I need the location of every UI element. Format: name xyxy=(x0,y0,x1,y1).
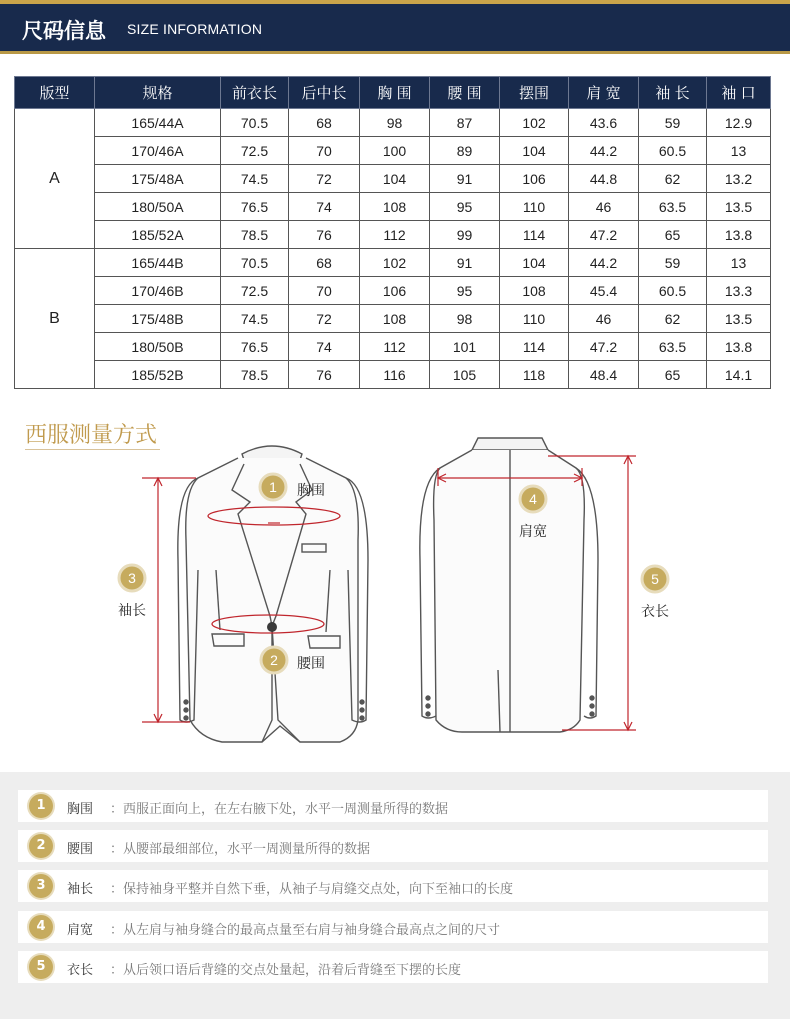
legend-term: 胸围 xyxy=(67,802,94,817)
legend-description: ：从后领口语后背缝的交点处量起，沿着后背缝至下摆的长度 xyxy=(110,963,462,978)
legend-term: 腰围 xyxy=(67,842,94,857)
shoulder-label: 肩宽 xyxy=(519,524,547,540)
measurement-cell: 72 xyxy=(289,305,360,333)
measurement-cell: 100 xyxy=(360,137,430,165)
measurement-cell: 13.2 xyxy=(707,165,771,193)
svg-text:1: 1 xyxy=(269,479,277,495)
measurement-cell: 12.9 xyxy=(707,109,771,137)
table-row xyxy=(15,165,771,193)
marker-2 xyxy=(261,647,287,673)
measurement-cell: 104 xyxy=(500,137,569,165)
col-header: 规格 xyxy=(95,77,221,109)
legend-item xyxy=(18,870,768,902)
measurement-cell: 112 xyxy=(360,333,430,361)
measure-title: 西服测量方式 xyxy=(25,423,158,448)
measurement-cell: 110 xyxy=(500,193,569,221)
table-row xyxy=(15,305,771,333)
col-header: 肩 宽 xyxy=(569,77,639,109)
col-header: 袖 长 xyxy=(639,77,707,109)
measurement-cell: 72.5 xyxy=(221,137,289,165)
measurement-cell: 65 xyxy=(639,221,707,249)
legend-panel xyxy=(0,772,790,1019)
marker-1 xyxy=(260,474,286,500)
table-header-row xyxy=(15,77,771,109)
sleeve-label: 袖长 xyxy=(118,603,146,619)
measurement-cell: 98 xyxy=(360,109,430,137)
chest-label: 胸围 xyxy=(297,483,325,499)
marker-3 xyxy=(119,565,145,591)
col-header: 后中长 xyxy=(289,77,360,109)
back-jacket-drawing xyxy=(420,438,598,732)
measurement-cell: 76.5 xyxy=(221,193,289,221)
measurement-cell: 101 xyxy=(430,333,500,361)
measurement-cell: 44.8 xyxy=(569,165,639,193)
legend-term: 衣长 xyxy=(67,963,94,978)
fit-type-cell: B xyxy=(15,249,95,389)
legend-item xyxy=(18,951,768,983)
waist-label: 腰围 xyxy=(297,656,325,672)
svg-text:4: 4 xyxy=(529,491,537,507)
size-spec-cell: 170/46B xyxy=(95,277,221,305)
table-row xyxy=(15,193,771,221)
measurement-cell: 46 xyxy=(569,193,639,221)
measurement-cell: 108 xyxy=(360,193,430,221)
measurement-cell: 60.5 xyxy=(639,277,707,305)
measurement-cell: 62 xyxy=(639,165,707,193)
legend-number-badge: 1 xyxy=(29,794,53,818)
measurement-cell: 78.5 xyxy=(221,221,289,249)
measurement-cell: 116 xyxy=(360,361,430,389)
measurement-cell: 112 xyxy=(360,221,430,249)
size-spec-cell: 185/52B xyxy=(95,361,221,389)
legend-number-badge: 3 xyxy=(29,874,53,898)
legend-description: ：西服正面向上，在左右腋下处，水平一周测量所得的数据 xyxy=(110,802,449,817)
measurement-cell: 13 xyxy=(707,137,771,165)
measurement-cell: 72 xyxy=(289,165,360,193)
measurement-cell: 104 xyxy=(360,165,430,193)
fit-type-cell: A xyxy=(15,109,95,249)
header-rule xyxy=(0,51,790,54)
measurement-cell: 76 xyxy=(289,221,360,249)
measurement-cell: 106 xyxy=(360,277,430,305)
measurement-cell: 74 xyxy=(289,333,360,361)
table-row xyxy=(15,137,771,165)
legend-term: 肩宽 xyxy=(67,923,94,938)
measurement-cell: 95 xyxy=(430,193,500,221)
measurement-cell: 106 xyxy=(500,165,569,193)
size-spec-cell: 185/52A xyxy=(95,221,221,249)
marker-4 xyxy=(520,486,546,512)
measurement-cell: 74.5 xyxy=(221,165,289,193)
measurement-cell: 102 xyxy=(360,249,430,277)
measurement-cell: 76.5 xyxy=(221,333,289,361)
measurement-cell: 44.2 xyxy=(569,249,639,277)
measurement-cell: 102 xyxy=(500,109,569,137)
col-header: 摆围 xyxy=(500,77,569,109)
measurement-cell: 105 xyxy=(430,361,500,389)
col-header: 胸 围 xyxy=(360,77,430,109)
measurement-cell: 59 xyxy=(639,109,707,137)
measurement-cell: 114 xyxy=(500,333,569,361)
legend-number-badge: 2 xyxy=(29,834,53,858)
measurement-cell: 46 xyxy=(569,305,639,333)
size-table xyxy=(14,76,771,389)
measurement-cell: 118 xyxy=(500,361,569,389)
marker-5 xyxy=(642,566,668,592)
measurement-cell: 108 xyxy=(360,305,430,333)
suit-measurement-diagram xyxy=(0,420,790,760)
measurement-cell: 70 xyxy=(289,277,360,305)
measurement-cell: 44.2 xyxy=(569,137,639,165)
legend-description: ：从腰部最细部位，水平一周测量所得的数据 xyxy=(110,842,371,857)
measurement-cell: 13 xyxy=(707,249,771,277)
size-spec-cell: 180/50A xyxy=(95,193,221,221)
measurement-cell: 95 xyxy=(430,277,500,305)
measurement-cell: 110 xyxy=(500,305,569,333)
svg-text:2: 2 xyxy=(270,652,278,668)
col-header: 袖 口 xyxy=(707,77,771,109)
measurement-cell: 63.5 xyxy=(639,193,707,221)
measurement-cell: 98 xyxy=(430,305,500,333)
measurement-cell: 70.5 xyxy=(221,249,289,277)
measurement-cell: 14.1 xyxy=(707,361,771,389)
measurement-cell: 60.5 xyxy=(639,137,707,165)
legend-description: ：从左肩与袖身缝合的最高点量至右肩与袖身缝合最高点之间的尺寸 xyxy=(110,923,501,938)
measurement-cell: 91 xyxy=(430,165,500,193)
header-title: 尺码信息 xyxy=(22,19,106,43)
legend-number-badge: 5 xyxy=(29,955,53,979)
measurement-cell: 48.4 xyxy=(569,361,639,389)
table-row xyxy=(15,333,771,361)
table-row xyxy=(15,249,771,277)
measurement-cell: 76 xyxy=(289,361,360,389)
col-header: 版型 xyxy=(15,77,95,109)
size-spec-cell: 165/44A xyxy=(95,109,221,137)
size-spec-cell: 170/46A xyxy=(95,137,221,165)
measurement-cell: 13.5 xyxy=(707,305,771,333)
measurement-cell: 68 xyxy=(289,109,360,137)
header-banner xyxy=(0,4,790,54)
legend-item xyxy=(18,790,768,822)
col-header: 前衣长 xyxy=(221,77,289,109)
legend-item xyxy=(18,911,768,943)
measurement-cell: 65 xyxy=(639,361,707,389)
header-subtitle: SIZE INFORMATION xyxy=(127,21,263,37)
legend-description: ：保持袖身平整并自然下垂，从袖子与肩缝交点处，向下至袖口的长度 xyxy=(110,882,514,897)
legend-item xyxy=(18,830,768,862)
legend-term: 袖长 xyxy=(67,882,94,897)
measurement-cell: 47.2 xyxy=(569,333,639,361)
measurement-cell: 74 xyxy=(289,193,360,221)
size-spec-cell: 175/48B xyxy=(95,305,221,333)
size-spec-cell: 175/48A xyxy=(95,165,221,193)
legend-number-badge: 4 xyxy=(29,915,53,939)
measurement-cell: 62 xyxy=(639,305,707,333)
measurement-cell: 13.3 xyxy=(707,277,771,305)
table-row xyxy=(15,221,771,249)
measurement-cell: 78.5 xyxy=(221,361,289,389)
measurement-cell: 13.8 xyxy=(707,333,771,361)
length-label: 衣长 xyxy=(641,604,669,620)
size-spec-cell: 180/50B xyxy=(95,333,221,361)
measurement-cell: 68 xyxy=(289,249,360,277)
measurement-cell: 99 xyxy=(430,221,500,249)
measurement-cell: 70.5 xyxy=(221,109,289,137)
size-spec-cell: 165/44B xyxy=(95,249,221,277)
measurement-cell: 114 xyxy=(500,221,569,249)
svg-text:3: 3 xyxy=(128,570,136,586)
table-row xyxy=(15,277,771,305)
measurement-cell: 47.2 xyxy=(569,221,639,249)
measurement-cell: 74.5 xyxy=(221,305,289,333)
measurement-cell: 45.4 xyxy=(569,277,639,305)
measurement-cell: 108 xyxy=(500,277,569,305)
table-row xyxy=(15,361,771,389)
measurement-cell: 63.5 xyxy=(639,333,707,361)
measurement-cell: 59 xyxy=(639,249,707,277)
measurement-cell: 70 xyxy=(289,137,360,165)
measurement-cell: 72.5 xyxy=(221,277,289,305)
measurement-cell: 87 xyxy=(430,109,500,137)
measurement-cell: 13.5 xyxy=(707,193,771,221)
measurement-cell: 43.6 xyxy=(569,109,639,137)
measurement-cell: 104 xyxy=(500,249,569,277)
measurement-cell: 91 xyxy=(430,249,500,277)
table-row xyxy=(15,109,771,137)
measurement-cell: 89 xyxy=(430,137,500,165)
front-button xyxy=(267,622,277,632)
measurement-cell: 13.8 xyxy=(707,221,771,249)
col-header: 腰 围 xyxy=(430,77,500,109)
svg-text:5: 5 xyxy=(651,571,659,587)
